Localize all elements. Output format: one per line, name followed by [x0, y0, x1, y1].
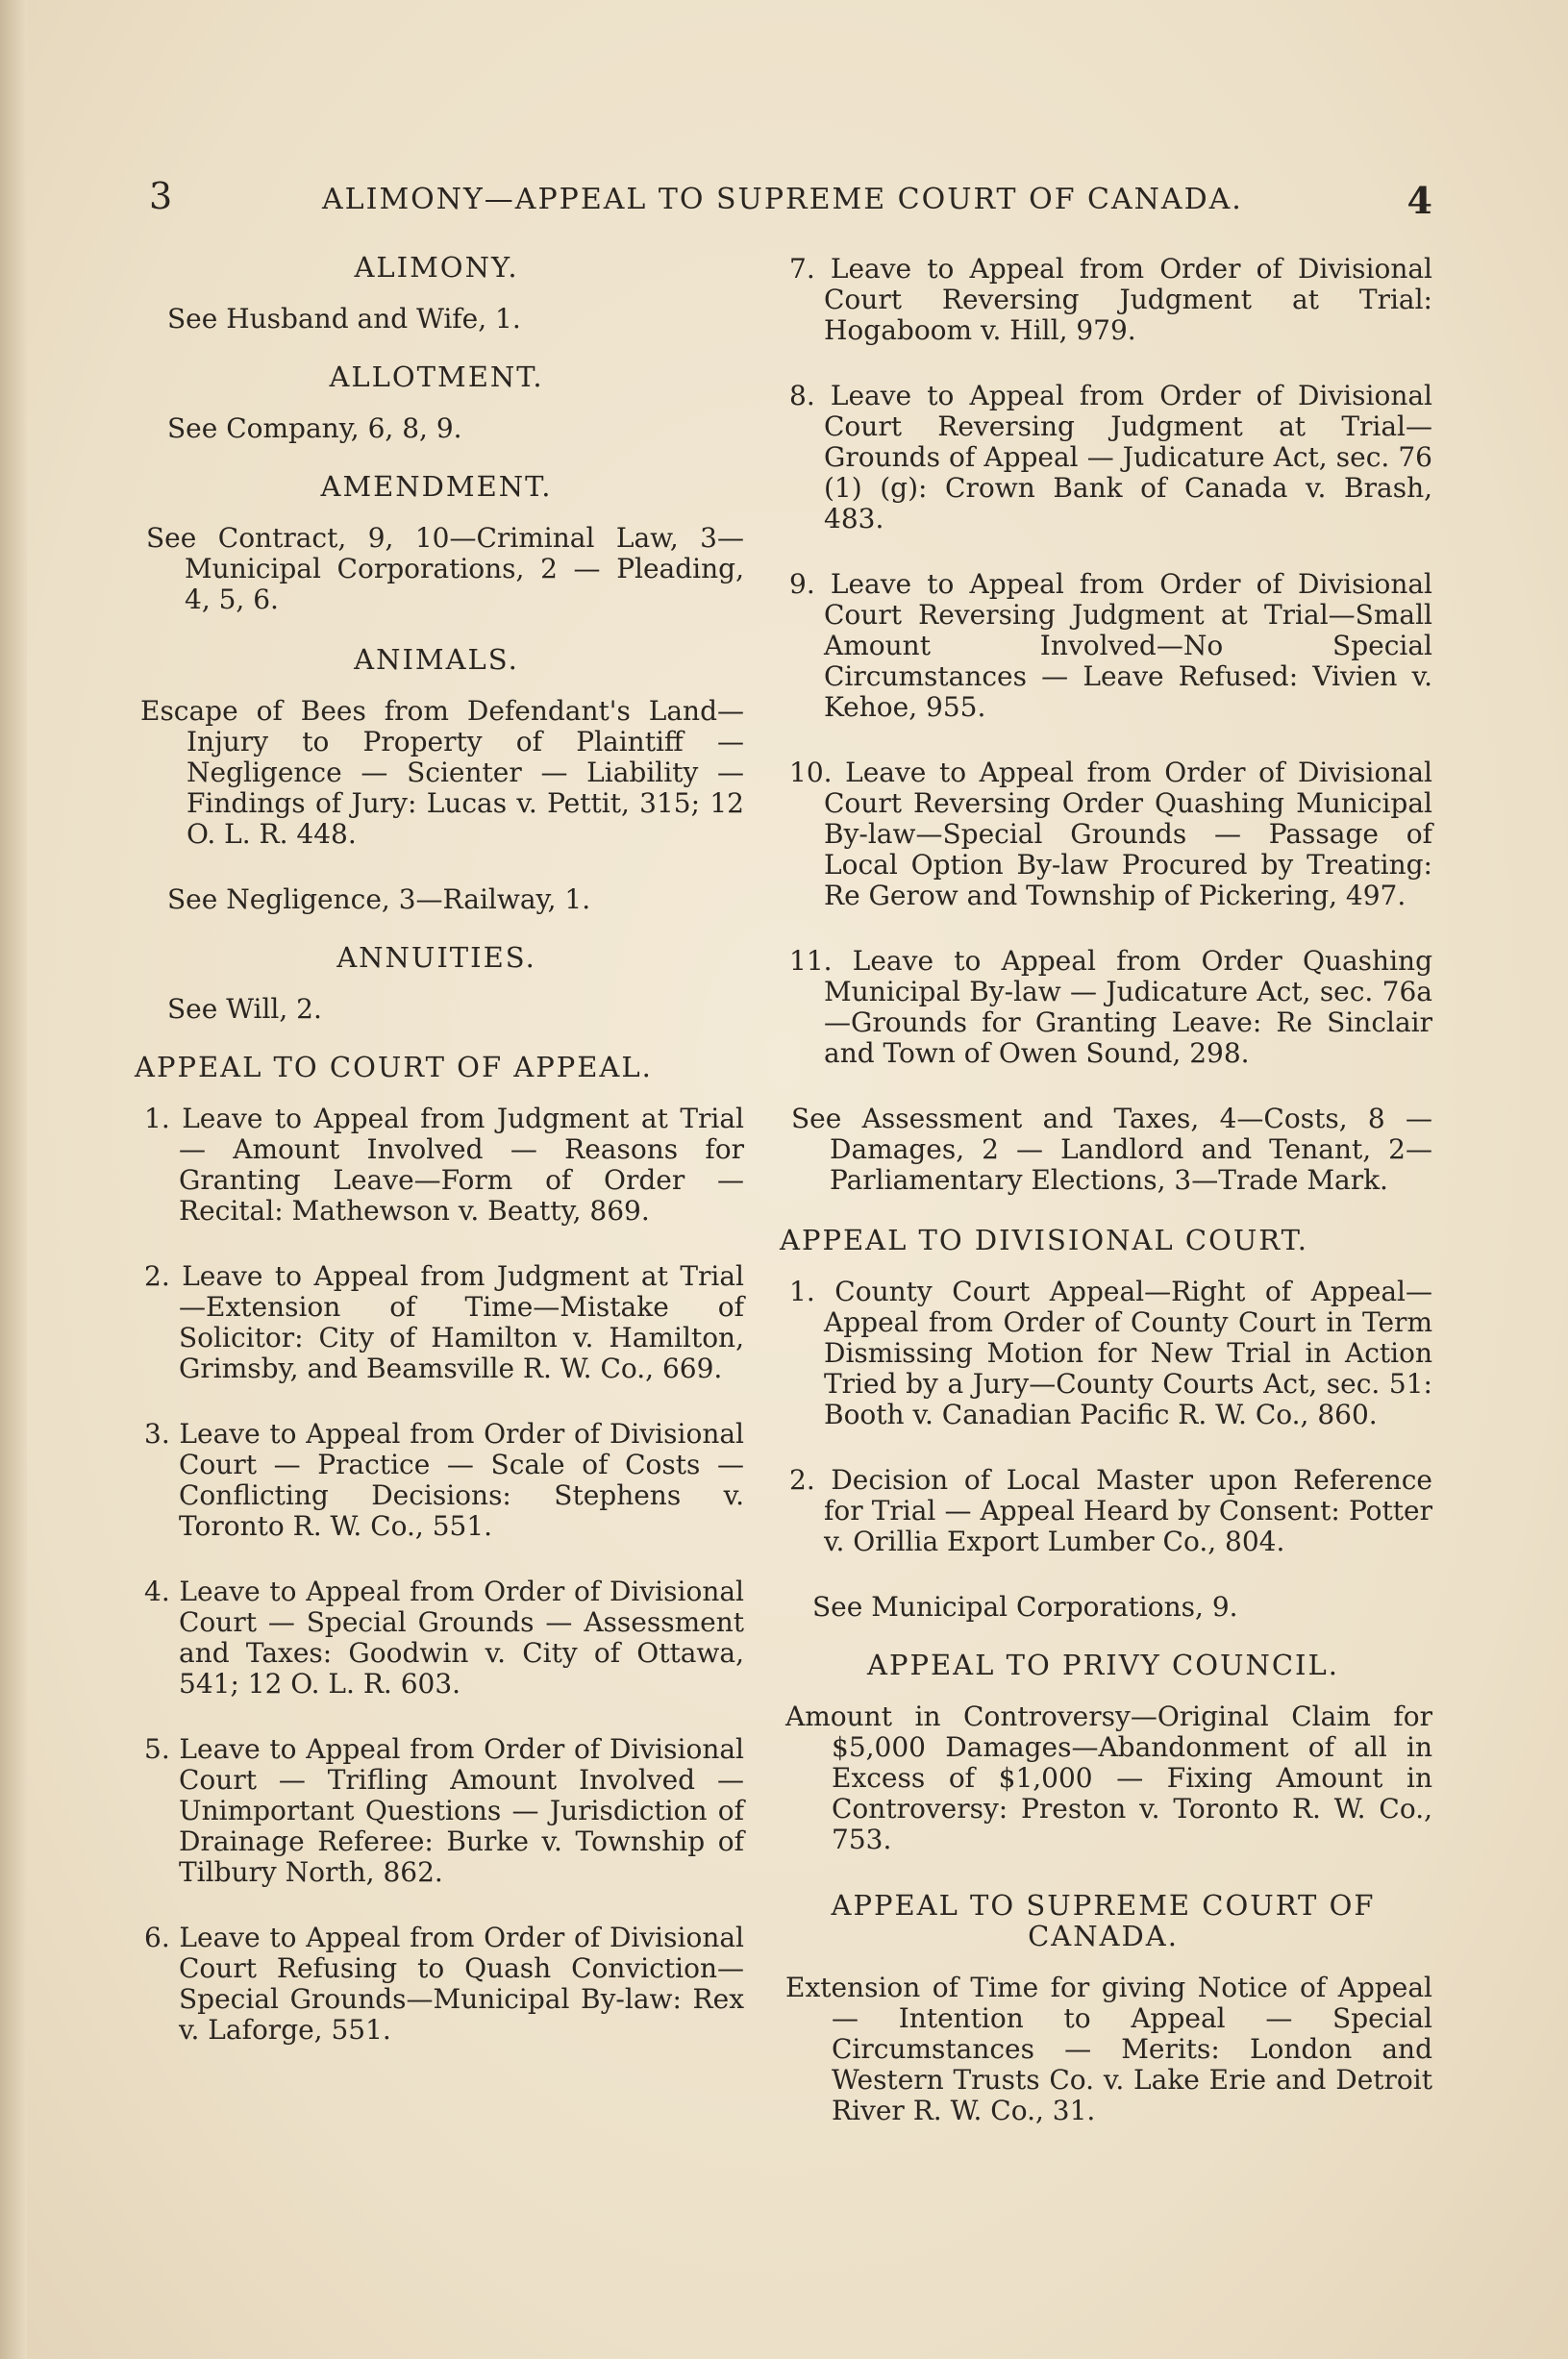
- entry-court-of-appeal-1: 1. Leave to Appeal from Judgment at Trial — Amount Involved — Reasons for Granting Leave—Form of Order — Recital: Mathewson v. Beatty, 869.: [144, 1103, 744, 1227]
- heading-annuities: ANNUITIES.: [336, 941, 536, 974]
- page-gutter: [0, 0, 27, 2359]
- left-column: [129, 252, 744, 2080]
- entry-privy-council: Amount in Controversy—Original Claim for $5,000 Damages—Abandonment of all in Excess of $1,000 — Fixing Amount in Controversy: Preston v. Toronto R. W. Co., 753.: [785, 1701, 1432, 1855]
- entry-divisional-court-2: 2. Decision of Local Master upon Reference for Trial — Appeal Heard by Consent: Potter v. Orillia Export Lumber Co., 804.: [789, 1464, 1432, 1557]
- heading-alimony: ALIMONY.: [354, 251, 519, 284]
- see-court-of-appeal: See Assessment and Taxes, 4—Costs, 8 —Damages, 2 — Landlord and Tenant, 2—Parliamentary Elections, 3—Trade Mark.: [791, 1103, 1432, 1196]
- heading-amendment: AMENDMENT.: [320, 470, 553, 503]
- see-allotment: See Company, 6, 8, 9.: [167, 412, 462, 444]
- see-animals: See Negligence, 3—Railway, 1.: [167, 883, 591, 915]
- page-number-left: 3: [149, 175, 173, 217]
- entry-court-of-appeal-5: 5. Leave to Appeal from Order of Divisional Court — Trifling Amount Involved — Unimportant Questions — Jurisdiction of Drainage Referee: Burke v. Township of Tilbury North, 862.: [144, 1733, 744, 1888]
- see-amendment: See Contract, 9, 10—Criminal Law, 3—Municipal Corporations, 2 — Pleading, 4, 5, 6.: [146, 522, 744, 615]
- entry-court-of-appeal-2: 2. Leave to Appeal from Judgment at Trial—Extension of Time—Mistake of Solicitor: City of Hamilton v. Hamilton, Grimsby, and Beamsville R. W. Co., 669.: [144, 1260, 744, 1384]
- entry-animals: Escape of Bees from Defendant's Land—Injury to Property of Plaintiff — Negligence — Scienter — Liability — Findings of Jury: Lucas v. Pettit, 315; 12 O. L. R. 448.: [140, 695, 744, 850]
- see-alimony: See Husband and Wife, 1.: [167, 303, 521, 335]
- heading-allotment: ALLOTMENT.: [329, 360, 544, 393]
- see-divisional-court: See Municipal Corporations, 9.: [812, 1591, 1238, 1623]
- heading-appeal-privy-council: APPEAL TO PRIVY COUNCIL.: [867, 1649, 1339, 1681]
- entry-court-of-appeal-4: 4. Leave to Appeal from Order of Divisional Court — Special Grounds — Assessment and Taxes: Goodwin v. City of Ottawa, 541; 12 O. L. R. 603.: [144, 1576, 744, 1700]
- heading-animals: ANIMALS.: [354, 643, 519, 676]
- see-annuities: See Will, 2.: [167, 993, 322, 1025]
- entry-court-of-appeal-3: 3. Leave to Appeal from Order of Divisional Court — Practice — Scale of Costs — Conflicting Decisions: Stephens v. Toronto R. W. Co., 551.: [144, 1418, 744, 1542]
- entry-court-of-appeal-10: 10. Leave to Appeal from Order of Divisional Court Reversing Order Quashing Municipal By-law—Special Grounds — Passage of Local Option By-law Procured by Treating: Re Gerow and Township of Pickering, 497.: [789, 757, 1432, 911]
- entry-court-of-appeal-9: 9. Leave to Appeal from Order of Divisional Court Reversing Judgment at Trial—Small Amount Involved—No Special Circumstances — Leave Refused: Vivien v. Kehoe, 955.: [789, 568, 1432, 723]
- entry-court-of-appeal-11: 11. Leave to Appeal from Order Quashing Municipal By-law — Judicature Act, sec. 76a—Grounds for Granting Leave: Re Sinclair and Town of Owen Sound, 298.: [789, 945, 1432, 1069]
- heading-appeal-supreme-court: APPEAL TO SUPREME COURT OF CANADA.: [831, 1889, 1376, 1952]
- page-number-right: 4: [1406, 179, 1432, 222]
- heading-appeal-court-of-appeal: APPEAL TO COURT OF APPEAL.: [135, 1051, 653, 1083]
- heading-appeal-divisional-court: APPEAL TO DIVISIONAL COURT.: [780, 1224, 1308, 1256]
- page-header: [144, 175, 1432, 223]
- running-head: ALIMONY—APPEAL TO SUPREME COURT OF CANADA.: [322, 183, 1243, 216]
- right-column: [774, 252, 1432, 2161]
- entry-court-of-appeal-8: 8. Leave to Appeal from Order of Divisional Court Reversing Judgment at Trial—Grounds of Appeal — Judicature Act, sec. 76 (1) (g): Crown Bank of Canada v. Brash, 483.: [789, 380, 1432, 534]
- entry-divisional-court-1: 1. County Court Appeal—Right of Appeal—Appeal from Order of County Court in Term Dismissing Motion for New Trial in Action Tried by a Jury—County Courts Act, sec. 51: Booth v. Canadian Pacific R. W. Co., 860.: [789, 1276, 1432, 1430]
- entry-court-of-appeal-7: 7. Leave to Appeal from Order of Divisional Court Reversing Judgment at Trial: Hogaboom v. Hill, 979.: [789, 253, 1432, 346]
- entry-court-of-appeal-6: 6. Leave to Appeal from Order of Divisional Court Refusing to Quash Conviction—Special Grounds—Municipal By-law: Rex v. Laforge, 551.: [144, 1922, 744, 2046]
- entry-supreme-court: Extension of Time for giving Notice of Appeal — Intention to Appeal — Special Circumstances — Merits: London and Western Trusts Co. v. Lake Erie and Detroit River R. W. Co., 31.: [785, 1972, 1432, 2126]
